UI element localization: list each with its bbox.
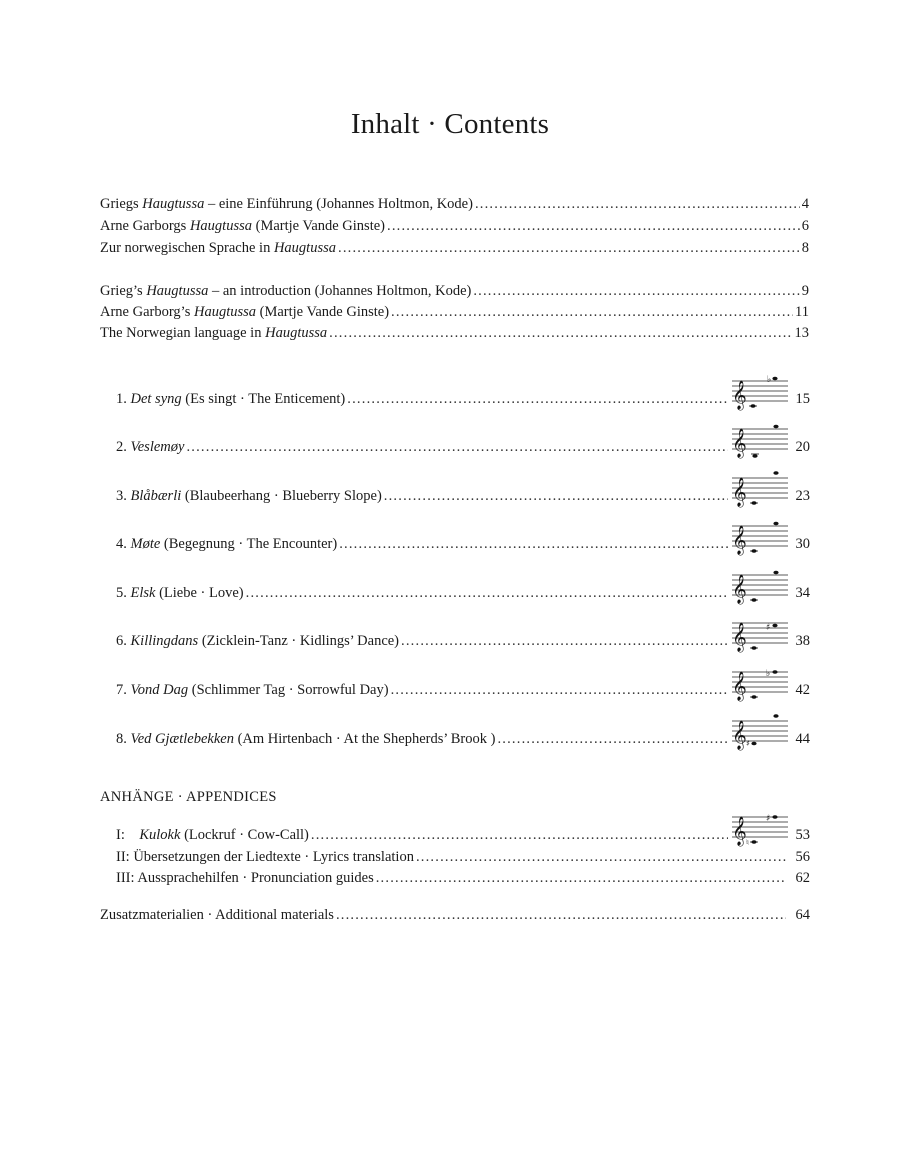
page-number: 11: [795, 304, 809, 320]
page-title: Inhalt · Contents: [350, 108, 550, 140]
toc-entry-song-6[interactable]: [116, 622, 810, 651]
svg-text:𝄞: 𝄞: [732, 380, 747, 409]
entry-label: Arne Garborgs Haugtussa (Martje Vande Ginste): [100, 218, 385, 234]
dot-leader: [416, 847, 786, 867]
dot-leader: [391, 680, 728, 700]
toc-entry-appendix-2[interactable]: [116, 847, 810, 867]
svg-text:𝄞: 𝄞: [732, 574, 747, 603]
page-number: 6: [801, 218, 809, 234]
dot-leader: [473, 281, 799, 301]
dot-leader: [387, 216, 800, 236]
page-number: 8: [801, 240, 809, 256]
page-number: 56: [795, 849, 810, 865]
music-incipit-icon: [732, 615, 788, 653]
entry-label: Griegs Haugtussa – eine Einführung (Johannes Holtmon, Kode): [100, 196, 473, 212]
svg-text:♭: ♭: [767, 375, 772, 385]
toc-entry-appendix-3[interactable]: [116, 868, 810, 888]
page-number: 15: [795, 391, 810, 407]
svg-text:♯: ♯: [746, 739, 750, 748]
page-number: 13: [794, 325, 809, 341]
dot-leader: [497, 729, 728, 749]
dot-leader: [376, 868, 786, 888]
dot-leader: [384, 486, 728, 506]
toc-entry-intro-de-3[interactable]: [100, 238, 809, 258]
svg-text:♯: ♯: [766, 623, 771, 633]
toc-entry-song-8[interactable]: [116, 720, 810, 749]
svg-text:𝄞: 𝄞: [732, 477, 747, 506]
toc-entry-song-3[interactable]: [116, 477, 810, 506]
page-number: 9: [801, 283, 809, 299]
dot-leader: [338, 238, 800, 258]
entry-label: 3. Blåbærli (Blaubeerhang · Blueberry Slope): [116, 488, 382, 504]
toc-entry-intro-en-2[interactable]: [100, 302, 809, 322]
toc-entry-intro-de-1[interactable]: [100, 194, 809, 214]
entry-label: 5. Elsk (Liebe · Love): [116, 585, 244, 601]
music-incipit-icon: [732, 518, 788, 556]
entry-label: The Norwegian language in Haugtussa: [100, 325, 328, 341]
svg-text:𝄞: 𝄞: [732, 428, 747, 457]
entry-label: Grieg’s Haugtussa – an introduction (Johannes Holtmon, Kode): [100, 283, 472, 299]
toc-entry-song-2[interactable]: [116, 428, 810, 457]
music-incipit-icon: [732, 567, 788, 605]
entry-label: Zusatzmaterialien · Additional materials: [100, 907, 334, 923]
page-number: 23: [795, 488, 810, 504]
page-number: 42: [795, 682, 810, 698]
dot-leader: [347, 389, 728, 409]
dot-leader: [401, 631, 728, 651]
entry-label: Arne Garborg’s Haugtussa (Martje Vande Ginste): [100, 304, 390, 320]
svg-text:𝄞: 𝄞: [732, 671, 747, 700]
toc-entry-appendix-1[interactable]: [116, 814, 810, 847]
music-incipit-icon: [732, 809, 788, 847]
entry-label: II: Übersetzungen der Liedtexte · Lyrics translation: [116, 849, 414, 865]
appendices-heading: ANHÄNGE · APPENDICES: [100, 789, 277, 805]
page-number: 53: [795, 827, 810, 843]
page-number: 38: [795, 633, 810, 649]
toc-entry-intro-en-1[interactable]: [100, 281, 809, 301]
entry-label: 7. Vond Dag (Schlimmer Tag · Sorrowful Day): [116, 682, 389, 698]
entry-label: 8. Ved Gjætlebekken (Am Hirtenbach · At the Shepherds’ Brook ): [116, 731, 496, 747]
music-incipit-icon: [732, 713, 788, 751]
svg-text:𝄞: 𝄞: [732, 816, 747, 845]
page-number: 62: [795, 870, 810, 886]
dot-leader: [186, 437, 728, 457]
music-incipit-icon: [732, 373, 788, 411]
page-number: 4: [801, 196, 809, 212]
dot-leader: [311, 825, 728, 845]
svg-text:♮: ♮: [746, 838, 749, 847]
svg-text:♭: ♭: [766, 669, 771, 679]
entry-label: 1. Det syng (Es singt · The Enticement): [116, 391, 346, 407]
entry-label: I: Kulokk (Lockruf · Cow-Call): [116, 827, 309, 843]
toc-entry-song-5[interactable]: [116, 574, 810, 603]
toc-entry-song-7[interactable]: [116, 669, 810, 700]
dot-leader: [475, 194, 800, 214]
page-number: 30: [795, 536, 810, 552]
svg-text:♯: ♯: [766, 814, 771, 824]
toc-entry-intro-en-3[interactable]: [100, 323, 809, 343]
page-number: 44: [795, 731, 810, 747]
page-number: 64: [795, 907, 810, 923]
dot-leader: [336, 905, 786, 925]
page-number: 34: [795, 585, 810, 601]
toc-entry-additional-materials[interactable]: [100, 905, 810, 925]
svg-text:𝄞: 𝄞: [732, 720, 747, 749]
entry-label: III: Aussprachehilfen · Pronunciation guides: [116, 870, 374, 886]
music-incipit-icon: [732, 421, 788, 459]
dot-leader: [339, 534, 728, 554]
dot-leader: [329, 323, 792, 343]
svg-text:𝄞: 𝄞: [732, 525, 747, 554]
music-incipit-icon: [732, 470, 788, 508]
music-incipit-icon: [732, 664, 788, 702]
entry-label: 4. Møte (Begegnung · The Encounter): [116, 536, 338, 552]
entry-label: 6. Killingdans (Zicklein-Tanz · Kidlings’ Dance): [116, 633, 400, 649]
dot-leader: [391, 302, 793, 322]
svg-text:𝄞: 𝄞: [732, 622, 747, 651]
toc-entry-song-1[interactable]: [116, 375, 810, 409]
toc-entry-intro-de-2[interactable]: [100, 216, 809, 236]
entry-label: 2. Veslemøy: [116, 439, 185, 455]
toc-entry-song-4[interactable]: [116, 525, 810, 554]
entry-label: Zur norwegischen Sprache in Haugtussa: [100, 240, 336, 256]
page-number: 20: [795, 439, 810, 455]
dot-leader: [246, 583, 728, 603]
